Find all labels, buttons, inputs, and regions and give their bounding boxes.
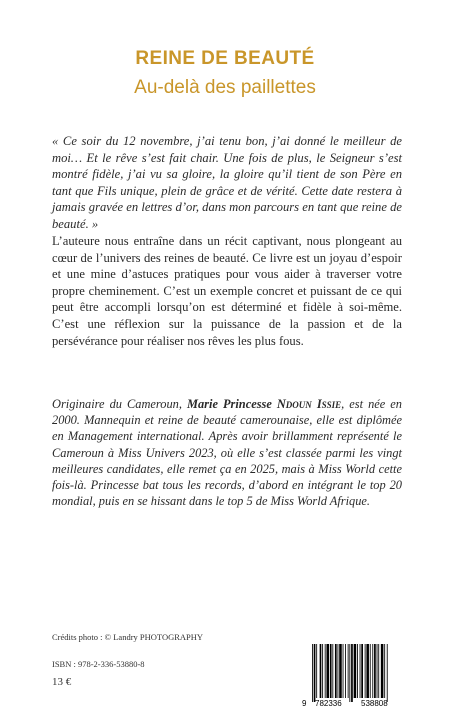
- author-bio: [52, 396, 402, 509]
- barcode-bar: [370, 644, 371, 698]
- barcode-bar: [325, 644, 326, 698]
- barcode-bar: [361, 644, 363, 698]
- barcode-bar: [381, 644, 384, 698]
- price: 13 €: [52, 676, 72, 688]
- barcode-bar: [387, 644, 388, 702]
- summary-paragraph: L’auteure nous entraîne dans un récit captivant, nous plongeant au cœur de l’univers des reines de beauté. Ce livre est un joyau d’espoir et une mine d’astuces pratiques pour vous aider à traverser votre propre cheminement. C’est un exemple concret et puissant de ce qui peut être accompli lorsqu’on est déterminé et fidèle à soi-même. C’est une réflexion sur la puissance de la passion et de la persévérance pour réaliser nos rêves les plus fous.: [52, 234, 402, 348]
- barcode-bar: [366, 644, 369, 698]
- barcode-first-digit: 9: [302, 699, 307, 708]
- barcode-graphic: [300, 640, 412, 708]
- barcode-bar: [332, 644, 333, 698]
- barcode-bar: [320, 644, 322, 698]
- bio-text: , est née en 2000. Mannequin et reine de beauté camerounaise, elle est diplômée en Management international. Après avoir brillamment représenté le Cameroun à Miss Univers 2023, où elle s’est classée parmi les vingt meilleures candidates, elle remet ça en 2025, mais à Miss World cette fois-là. Princesse bat tous les records, d’abord en intégrant le top 20 mondial, puis en se hissant dans le top 5 de Miss World Afrique.: [52, 397, 402, 509]
- barcode-bar: [348, 644, 349, 698]
- book-subtitle: Au-delà des paillettes: [134, 77, 316, 98]
- barcode-right-digits: 538808: [361, 699, 388, 708]
- book-title: REINE DE BEAUTÉ: [135, 48, 315, 69]
- barcode-bar: [322, 644, 323, 698]
- barcode-bar: [384, 644, 385, 698]
- bio-intro: Originaire du Cameroun,: [52, 397, 187, 411]
- barcode-bar: [365, 644, 366, 698]
- barcode-left-digits: 782336: [315, 699, 342, 708]
- author-name-last: Ndoun Issie: [276, 397, 342, 411]
- barcode-bar: [326, 644, 329, 698]
- barcode-bar: [339, 644, 342, 698]
- barcode-bar: [338, 644, 339, 698]
- barcode-bar: [377, 644, 378, 698]
- barcode-bar: [354, 644, 357, 698]
- barcode-bar: [378, 644, 379, 698]
- barcode-bar: [357, 644, 358, 698]
- barcode-bar: [372, 644, 373, 698]
- barcode-bar: [316, 644, 317, 698]
- barcode-bar: [374, 644, 376, 698]
- barcode-bar: [312, 644, 313, 702]
- barcode-bar: [335, 644, 337, 698]
- barcode-bar: [349, 644, 350, 702]
- barcode-bar: [314, 644, 316, 702]
- quote-paragraph: « Ce soir du 12 novembre, j’ai tenu bon, j’ai donné le meilleur de moi… Et le rêve s’est fait chair. Une fois de plus, le Seigneur s’est montré fidèle, j’ai vu sa gloire, la gloire qu’il tient de son Père en tant que Fils unique, plein de grâce et de vérité. Cette date restera à jamais gravée en lettres d’or, dans mon parcours en tant que reine de beauté. »: [52, 134, 402, 231]
- barcode-bar: [345, 644, 346, 698]
- barcode-bar: [351, 644, 353, 702]
- barcode-bar: [360, 644, 361, 698]
- photo-credits: Crédits photo : © Landry PHOTOGRAPHY: [52, 632, 204, 642]
- barcode: [300, 640, 412, 708]
- barcode-bar: [343, 644, 344, 698]
- barcode-bar: [330, 644, 332, 698]
- author-name-first: Marie Princesse: [186, 397, 277, 411]
- isbn: ISBN : 978-2-336-53880-8: [52, 659, 145, 669]
